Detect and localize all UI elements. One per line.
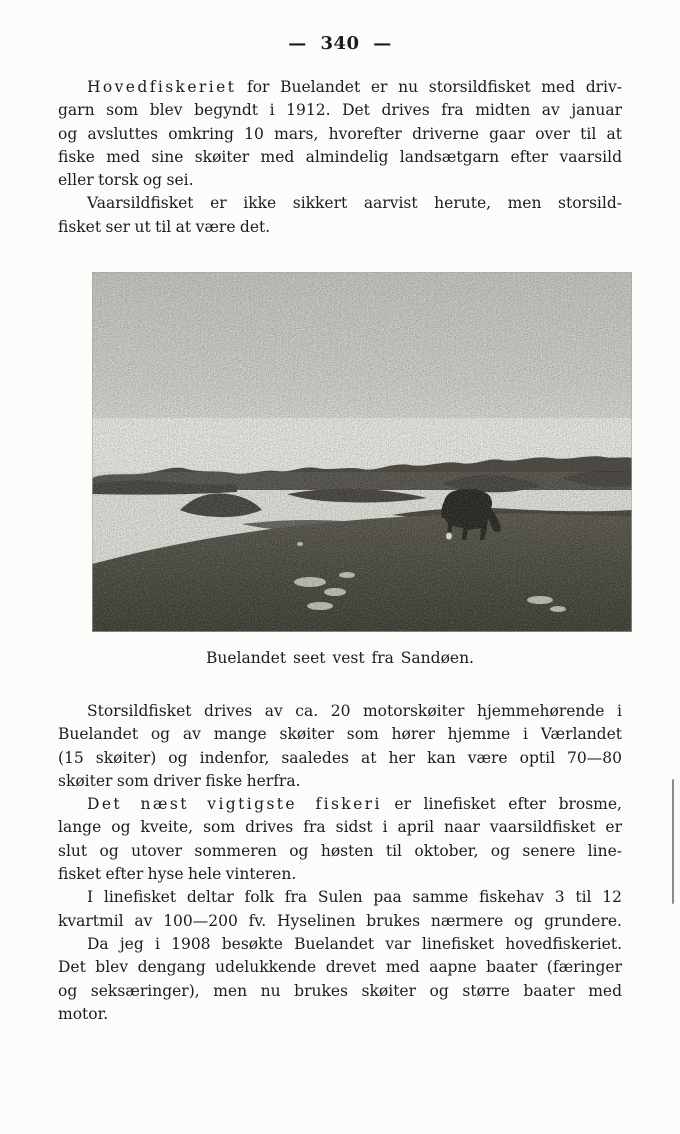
scan-artifact-line bbox=[672, 779, 674, 904]
paragraph bbox=[58, 886, 622, 933]
paragraph bbox=[58, 76, 622, 192]
paragraph bbox=[58, 700, 622, 793]
text-line: eller torsk og sei. bbox=[58, 171, 194, 190]
text-line: kvartmil av 100—200 fv. Hyselinen brukes nærmere og grundere. bbox=[58, 911, 622, 930]
text-line-rest: er linefisket efter brosme, bbox=[381, 795, 622, 814]
text-line: fisket ser ut til at være det. bbox=[58, 217, 271, 236]
text-line: Det blev dengang udelukkende drevet med aapne baater (færinger bbox=[58, 958, 622, 977]
text-line: garn som blev begyndt i 1912. Det drives fra midten av januar bbox=[58, 101, 622, 120]
text-line: Vaarsildfisket er ikke sikkert aarvist herute, men storsild- bbox=[87, 194, 622, 213]
letterspaced-words: Det næst vigtigste fiskeri bbox=[87, 795, 382, 814]
text-line: (15 skøiter) og indenfor, saaledes at her kan være optil 70—80 bbox=[58, 748, 622, 767]
text-line: fisket efter hyse hele vinteren. bbox=[58, 865, 297, 884]
halftone-grain-dark bbox=[92, 272, 632, 632]
letterspaced-word: Hovedfiskeriet bbox=[87, 78, 237, 96]
text-line: lange og kveite, som drives fra sidst i april naar vaarsildfisket er bbox=[58, 818, 622, 837]
text-line: motor. bbox=[58, 1004, 109, 1023]
paragraph bbox=[58, 192, 622, 239]
body-text-lower bbox=[58, 700, 622, 1026]
photo-caption: Buelandet seet vest fra Sandøen. bbox=[206, 649, 474, 667]
paragraph bbox=[58, 933, 622, 1026]
text-line: Buelandet og av mange skøiter som hører hjemme i Værlandet bbox=[58, 725, 622, 744]
text-line: Storsildfisket drives av ca. 20 motorskøiter hjemmehørende i bbox=[87, 702, 622, 720]
photo-figure bbox=[92, 272, 632, 632]
text-line: Da jeg i 1908 besøkte Buelandet var linefisket hovedfiskeriet. bbox=[87, 934, 622, 953]
body-text-upper bbox=[58, 76, 622, 239]
text-line: skøiter som driver fiske herfra. bbox=[58, 771, 301, 790]
paragraph bbox=[58, 793, 622, 886]
text-line: og seksæringer), men nu brukes skøiter og større baater med bbox=[58, 981, 622, 1000]
text-line bbox=[58, 793, 622, 816]
text-line: I linefisket deltar folk fra Sulen paa samme fiskehav 3 til 12 bbox=[87, 888, 622, 907]
photo-illustration bbox=[92, 272, 632, 632]
text-line-rest: for Buelandet er nu storsildfisket med driv- bbox=[236, 78, 622, 96]
text-line: slut og utover sommeren og høsten til oktober, og senere line- bbox=[58, 841, 622, 860]
page-number: — 340 — bbox=[288, 33, 392, 54]
text-line: fiske med sine skøiter med almindelig landsætgarn efter vaarsild bbox=[58, 147, 622, 166]
text-line bbox=[58, 76, 622, 99]
text-line: og avsluttes omkring 10 mars, hvorefter driverne gaar over til at bbox=[58, 124, 622, 143]
